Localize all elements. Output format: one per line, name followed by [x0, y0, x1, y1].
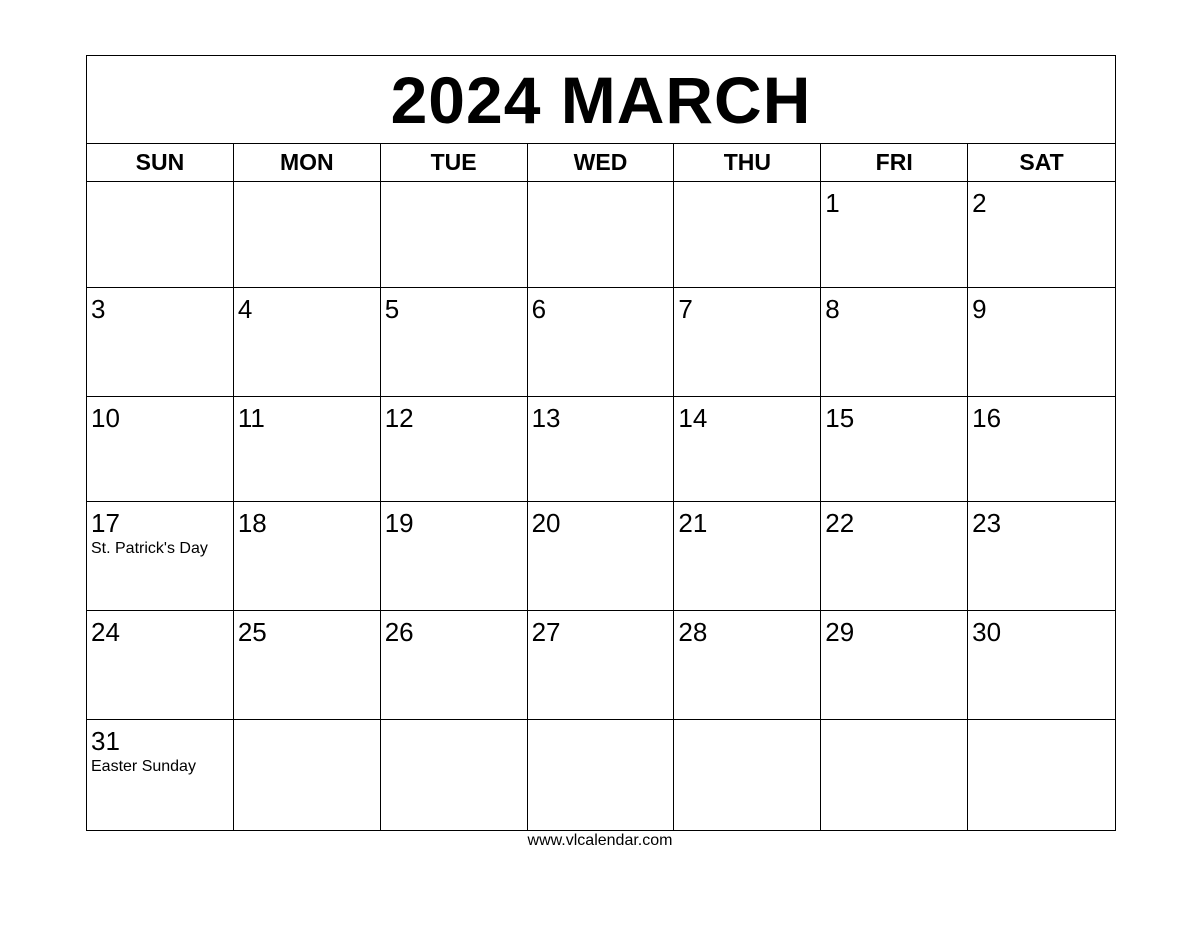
weekday-header: THU	[674, 144, 821, 181]
weekday-header: FRI	[821, 144, 968, 181]
day-cell	[528, 720, 675, 830]
day-number: 22	[825, 508, 855, 538]
day-cell	[381, 397, 528, 501]
day-number: 4	[237, 294, 253, 324]
day-number: 18	[237, 508, 267, 538]
day-number: 17	[91, 508, 120, 538]
holiday-label: Easter Sunday	[91, 758, 196, 775]
day-cell	[234, 288, 381, 396]
day-cell	[674, 288, 821, 396]
day-number: 19	[384, 508, 414, 538]
day-number: 29	[825, 617, 855, 647]
calendar-grid	[87, 182, 1115, 830]
day-cell	[821, 611, 968, 719]
day-cell	[674, 720, 821, 830]
day-number: 24	[91, 617, 120, 647]
day-number: 6	[531, 294, 547, 324]
weekday-header-row	[87, 144, 1115, 182]
day-number: 23	[972, 508, 1002, 538]
day-cell	[87, 182, 234, 287]
weekday-header: SUN	[87, 144, 234, 181]
day-cell	[234, 397, 381, 501]
day-number: 14	[678, 403, 708, 433]
day-number: 25	[237, 617, 267, 647]
day-cell	[87, 397, 234, 501]
day-number: 2	[972, 188, 987, 218]
day-number: 15	[825, 403, 855, 433]
holiday-label: St. Patrick's Day	[91, 540, 208, 557]
day-number: 28	[678, 617, 708, 647]
weekday-header: MON	[234, 144, 381, 181]
day-number: 8	[825, 294, 840, 324]
week-row	[87, 397, 1115, 502]
week-row	[87, 288, 1115, 397]
day-number: 20	[531, 508, 561, 538]
day-cell	[381, 720, 528, 830]
week-row	[87, 502, 1115, 611]
day-cell	[528, 397, 675, 501]
day-cell	[821, 720, 968, 830]
day-number: 26	[384, 617, 414, 647]
day-number: 31	[91, 726, 120, 756]
day-number: 13	[531, 403, 561, 433]
day-cell	[381, 288, 528, 396]
day-number: 5	[384, 294, 400, 324]
week-row	[87, 720, 1115, 830]
day-number: 10	[91, 403, 120, 433]
day-cell	[674, 502, 821, 610]
weekday-header: SAT	[1019, 149, 1064, 175]
day-cell	[968, 611, 1115, 719]
day-cell	[528, 288, 675, 396]
weekday-header: TUE	[381, 144, 528, 181]
day-number: 21	[678, 508, 708, 538]
day-cell	[234, 502, 381, 610]
day-cell	[821, 182, 968, 287]
day-cell	[968, 502, 1115, 610]
week-row	[87, 611, 1115, 720]
day-number: 12	[384, 403, 414, 433]
day-cell	[528, 611, 675, 719]
day-cell	[234, 611, 381, 719]
day-cell	[674, 397, 821, 501]
day-cell	[968, 288, 1115, 396]
day-cell	[528, 182, 675, 287]
day-cell	[968, 397, 1115, 501]
day-number: 1	[825, 188, 840, 218]
calendar-title: 2024 MARCH	[87, 56, 1115, 144]
day-cell	[87, 502, 234, 610]
day-number: 3	[91, 294, 106, 324]
day-cell	[381, 502, 528, 610]
day-cell	[821, 502, 968, 610]
day-cell	[381, 611, 528, 719]
day-cell	[528, 502, 675, 610]
footer-url: www.vlcalendar.com	[527, 832, 673, 849]
day-cell	[234, 182, 381, 287]
day-cell	[674, 611, 821, 719]
day-cell	[87, 288, 234, 396]
day-cell	[968, 182, 1115, 287]
day-number: 16	[972, 403, 1002, 433]
day-cell	[968, 720, 1115, 830]
calendar	[86, 55, 1116, 831]
day-cell	[821, 397, 968, 501]
day-cell	[821, 288, 968, 396]
weekday-header: WED	[528, 144, 675, 181]
day-cell	[674, 182, 821, 287]
day-number: 27	[531, 617, 561, 647]
day-cell	[234, 720, 381, 830]
day-cell	[381, 182, 528, 287]
week-row	[87, 182, 1115, 288]
day-cell	[87, 611, 234, 719]
day-number: 7	[678, 294, 693, 324]
day-number: 30	[972, 617, 1002, 647]
day-number: 11	[237, 403, 265, 433]
day-cell	[87, 720, 234, 830]
day-number: 9	[972, 294, 987, 324]
